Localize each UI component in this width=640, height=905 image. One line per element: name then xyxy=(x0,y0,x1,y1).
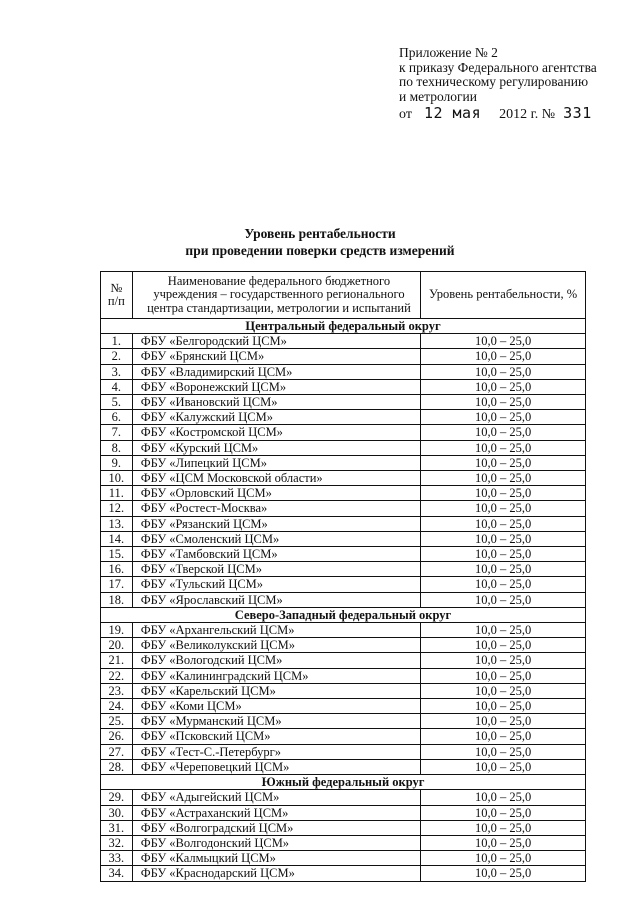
row-number: 24. xyxy=(101,699,133,714)
region-row xyxy=(101,775,586,790)
table-row xyxy=(101,516,586,531)
institution-name: ФБУ «Ярославский ЦСМ» xyxy=(132,592,420,607)
table-row xyxy=(101,577,586,592)
table-body xyxy=(101,319,586,882)
appendix-title: Приложение № 2 xyxy=(399,45,498,60)
order-year: 2012 г. № xyxy=(499,107,556,122)
row-number: 25. xyxy=(101,714,133,729)
row-number: 32. xyxy=(101,835,133,850)
institution-name: ФБУ «Рязанский ЦСМ» xyxy=(132,516,420,531)
profitability-value: 10,0 – 25,0 xyxy=(421,653,586,668)
row-number: 12. xyxy=(101,501,133,516)
table-row xyxy=(101,668,586,683)
table-row xyxy=(101,334,586,349)
header-profitability: Уровень рентабельности, % xyxy=(421,272,586,319)
table-row xyxy=(101,638,586,653)
institution-name: ФБУ «Карельский ЦСМ» xyxy=(132,683,420,698)
row-number: 10. xyxy=(101,471,133,486)
profitability-value: 10,0 – 25,0 xyxy=(421,699,586,714)
institution-name: ФБУ «Волгоградский ЦСМ» xyxy=(132,820,420,835)
institution-name: ФБУ «Ростест-Москва» xyxy=(132,501,420,516)
institution-name: ФБУ «Архангельский ЦСМ» xyxy=(132,623,420,638)
row-number: 29. xyxy=(101,790,133,805)
table-row xyxy=(101,759,586,774)
institution-name: ФБУ «Великолукский ЦСМ» xyxy=(132,638,420,653)
row-number: 23. xyxy=(101,683,133,698)
profitability-value: 10,0 – 25,0 xyxy=(421,744,586,759)
appendix-block xyxy=(399,46,597,123)
institution-name: ФБУ «Коми ЦСМ» xyxy=(132,699,420,714)
appendix-metrology-line: и метрологии xyxy=(399,88,477,104)
row-number: 5. xyxy=(101,395,133,410)
row-number: 30. xyxy=(101,805,133,820)
row-number: 22. xyxy=(101,668,133,683)
row-number: 28. xyxy=(101,759,133,774)
profitability-value: 10,0 – 25,0 xyxy=(421,714,586,729)
title-line-2: при проведении поверки средств измерений xyxy=(185,243,455,258)
profitability-value: 10,0 – 25,0 xyxy=(421,516,586,531)
institution-name: ФБУ «Костромской ЦСМ» xyxy=(132,425,420,440)
profitability-value: 10,0 – 25,0 xyxy=(421,547,586,562)
profitability-value: 10,0 – 25,0 xyxy=(421,805,586,820)
institution-name: ФБУ «Волгодонский ЦСМ» xyxy=(132,835,420,850)
profitability-value: 10,0 – 25,0 xyxy=(421,334,586,349)
profitability-value: 10,0 – 25,0 xyxy=(421,759,586,774)
region-title: Центральный федеральный округ xyxy=(101,319,586,334)
row-number: 18. xyxy=(101,592,133,607)
profitability-value: 10,0 – 25,0 xyxy=(421,683,586,698)
row-number: 15. xyxy=(101,547,133,562)
table-row xyxy=(101,364,586,379)
table-row xyxy=(101,835,586,850)
row-number: 7. xyxy=(101,425,133,440)
region-row xyxy=(101,607,586,622)
row-number: 20. xyxy=(101,638,133,653)
profitability-value: 10,0 – 25,0 xyxy=(421,638,586,653)
profitability-value: 10,0 – 25,0 xyxy=(421,835,586,850)
table-row xyxy=(101,820,586,835)
profitability-value: 10,0 – 25,0 xyxy=(421,395,586,410)
row-number: 16. xyxy=(101,562,133,577)
region-title: Южный федеральный округ xyxy=(101,775,586,790)
table-row xyxy=(101,440,586,455)
institution-name: ФБУ «Калининградский ЦСМ» xyxy=(132,668,420,683)
row-number: 13. xyxy=(101,516,133,531)
table-row xyxy=(101,562,586,577)
row-number: 31. xyxy=(101,820,133,835)
row-number: 27. xyxy=(101,744,133,759)
table-row xyxy=(101,683,586,698)
institution-name: ФБУ «Белгородский ЦСМ» xyxy=(132,334,420,349)
institution-name: ФБУ «Астраханский ЦСМ» xyxy=(132,805,420,820)
region-row xyxy=(101,319,586,334)
profitability-value: 10,0 – 25,0 xyxy=(421,486,586,501)
profitability-value: 10,0 – 25,0 xyxy=(421,623,586,638)
order-number: 331 xyxy=(563,104,592,122)
table-row xyxy=(101,851,586,866)
table-row xyxy=(101,349,586,364)
row-number: 33. xyxy=(101,851,133,866)
institution-name: ФБУ «Тамбовский ЦСМ» xyxy=(132,547,420,562)
row-number: 26. xyxy=(101,729,133,744)
institution-name: ФБУ «ЦСМ Московской области» xyxy=(132,471,420,486)
table-row xyxy=(101,623,586,638)
date-prefix: от xyxy=(399,107,412,122)
row-number: 9. xyxy=(101,455,133,470)
region-title: Северо-Западный федеральный округ xyxy=(101,607,586,622)
table-header-row xyxy=(101,272,586,319)
institution-name: ФБУ «Брянский ЦСМ» xyxy=(132,349,420,364)
table-row xyxy=(101,805,586,820)
table-row xyxy=(101,729,586,744)
institution-name: ФБУ «Краснодарский ЦСМ» xyxy=(132,866,420,881)
appendix-order-line: к приказу Федерального агентства xyxy=(399,59,597,75)
table-row xyxy=(101,790,586,805)
profitability-value: 10,0 – 25,0 xyxy=(421,866,586,881)
institution-name: ФБУ «Тульский ЦСМ» xyxy=(132,577,420,592)
table-row xyxy=(101,744,586,759)
institution-name: ФБУ «Курский ЦСМ» xyxy=(132,440,420,455)
table-row xyxy=(101,866,586,881)
profitability-value: 10,0 – 25,0 xyxy=(421,668,586,683)
appendix-agency-line: по техническому регулированию xyxy=(399,74,589,89)
table-row xyxy=(101,699,586,714)
institution-name: ФБУ «Ивановский ЦСМ» xyxy=(132,395,420,410)
row-number: 6. xyxy=(101,410,133,425)
row-number: 2. xyxy=(101,349,133,364)
institution-name: ФБУ «Вологодский ЦСМ» xyxy=(132,653,420,668)
profitability-value: 10,0 – 25,0 xyxy=(421,440,586,455)
table-row xyxy=(101,395,586,410)
table-row xyxy=(101,714,586,729)
table-row xyxy=(101,455,586,470)
profitability-value: 10,0 – 25,0 xyxy=(421,531,586,546)
row-number: 3. xyxy=(101,364,133,379)
document-title xyxy=(0,225,640,259)
profitability-value: 10,0 – 25,0 xyxy=(421,379,586,394)
institution-name: ФБУ «Череповецкий ЦСМ» xyxy=(132,759,420,774)
profitability-value: 10,0 – 25,0 xyxy=(421,471,586,486)
profitability-value: 10,0 – 25,0 xyxy=(421,851,586,866)
institution-name: ФБУ «Тест-С.-Петербург» xyxy=(132,744,420,759)
row-number: 21. xyxy=(101,653,133,668)
row-number: 17. xyxy=(101,577,133,592)
order-day-month: 12 мая xyxy=(423,104,482,122)
institution-name: ФБУ «Адыгейский ЦСМ» xyxy=(132,790,420,805)
profitability-value: 10,0 – 25,0 xyxy=(421,729,586,744)
table-row xyxy=(101,547,586,562)
table-row xyxy=(101,592,586,607)
institution-name: ФБУ «Орловский ЦСМ» xyxy=(132,486,420,501)
institution-name: ФБУ «Владимирский ЦСМ» xyxy=(132,364,420,379)
table-row xyxy=(101,471,586,486)
table-row xyxy=(101,379,586,394)
profitability-value: 10,0 – 25,0 xyxy=(421,410,586,425)
profitability-value: 10,0 – 25,0 xyxy=(421,820,586,835)
institution-name: ФБУ «Воронежский ЦСМ» xyxy=(132,379,420,394)
institution-name: ФБУ «Мурманский ЦСМ» xyxy=(132,714,420,729)
row-number: 8. xyxy=(101,440,133,455)
profitability-value: 10,0 – 25,0 xyxy=(421,349,586,364)
row-number: 19. xyxy=(101,623,133,638)
profitability-value: 10,0 – 25,0 xyxy=(421,562,586,577)
profitability-value: 10,0 – 25,0 xyxy=(421,364,586,379)
profitability-value: 10,0 – 25,0 xyxy=(421,501,586,516)
table-row xyxy=(101,531,586,546)
profitability-table xyxy=(100,271,586,882)
row-number: 1. xyxy=(101,334,133,349)
profitability-value: 10,0 – 25,0 xyxy=(421,455,586,470)
institution-name: ФБУ «Калужский ЦСМ» xyxy=(132,410,420,425)
profitability-value: 10,0 – 25,0 xyxy=(421,577,586,592)
institution-name: ФБУ «Тверской ЦСМ» xyxy=(132,562,420,577)
profitability-value: 10,0 – 25,0 xyxy=(421,425,586,440)
row-number: 14. xyxy=(101,531,133,546)
header-institution: Наименование федерального бюджетного учреждения – государственного регионального центра стандартизации, метрологии и испытаний xyxy=(132,272,420,319)
institution-name: ФБУ «Смоленский ЦСМ» xyxy=(132,531,420,546)
row-number: 11. xyxy=(101,486,133,501)
header-number: № п/п xyxy=(101,272,133,319)
table-row xyxy=(101,653,586,668)
title-line-1: Уровень рентабельности xyxy=(244,226,396,241)
row-number: 34. xyxy=(101,866,133,881)
institution-name: ФБУ «Липецкий ЦСМ» xyxy=(132,455,420,470)
profitability-value: 10,0 – 25,0 xyxy=(421,790,586,805)
table-row xyxy=(101,425,586,440)
institution-name: ФБУ «Псковский ЦСМ» xyxy=(132,729,420,744)
row-number: 4. xyxy=(101,379,133,394)
table-row xyxy=(101,501,586,516)
order-date-line xyxy=(399,106,597,123)
profitability-value: 10,0 – 25,0 xyxy=(421,592,586,607)
table-row xyxy=(101,410,586,425)
table-row xyxy=(101,486,586,501)
institution-name: ФБУ «Калмыцкий ЦСМ» xyxy=(132,851,420,866)
